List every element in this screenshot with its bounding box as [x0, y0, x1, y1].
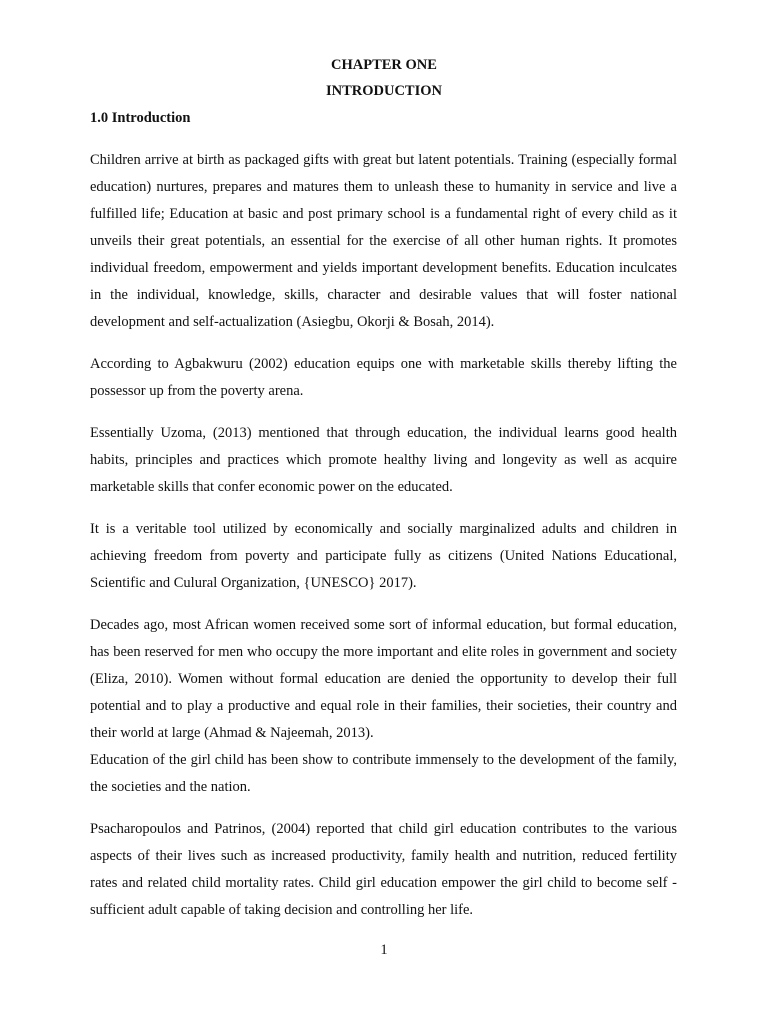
paragraph-introduction: Children arrive at birth as packaged gifts with great but latent potentials. Training (especially formal education) nurtures, prepares and matures them to unleash these to humanity in service and live a fulfilled life; Education at basic and post primary school is a fundamental right of every child as it unveils their great potentials, an essential for the exercise of all other human rights. It promotes individual freedom, empowerment and yields important development benefits. Education inculcates in the individual, knowledge, skills, character and desirable values that will foster national development and self-actualization (Asiegbu, Okorji & Bosah, 2014). [90, 152, 677, 330]
paragraph-psacharopoulos: Psacharopoulos and Patrinos, (2004) reported that child girl education contributes to the various aspects of their lives such as increased productivity, family health and nutrition, reduced fertility rates and related child mortality rates. Child girl education empower the girl child to become self -sufficient adult capable of taking decision and controlling her life. [90, 821, 677, 918]
page-number: 1 [380, 942, 388, 958]
chapter-title: INTRODUCTION [325, 83, 442, 99]
chapter-label: CHAPTER ONE [331, 57, 437, 73]
section-heading: 1.0 Introduction [90, 110, 191, 126]
paragraph-african-women: Decades ago, most African women received some sort of informal education, but formal education, has been reserved for men who occupy the more important and elite roles in government and society (Eliza, 2010). Women without formal education are denied the opportunity to develop their full potential and to play a productive and equal role in their families, their societies, their country and their world at large (Ahmad & Najeemah, 2013). [90, 617, 677, 741]
paragraph-unesco: It is a veritable tool utilized by economically and socially marginalized adults and children in achieving freedom from poverty and participate fully as citizens (United Nations Educational, Scientific and Culural Organization, {UNESCO} 2017). [90, 521, 677, 591]
paragraph-agbakwuru: According to Agbakwuru (2002) education equips one with marketable skills thereby lifting the possessor up from the poverty arena. [90, 356, 677, 399]
body-text [90, 147, 677, 939]
paragraph-uzoma: Essentially Uzoma, (2013) mentioned that through education, the individual learns good health habits, principles and practices which promote healthy living and longevity as well as acquire marketable skills that confer economic power on the educated. [90, 425, 677, 495]
paragraph-girl-child: Education of the girl child has been show to contribute immensely to the development of the family, the societies and the nation. [90, 752, 677, 795]
